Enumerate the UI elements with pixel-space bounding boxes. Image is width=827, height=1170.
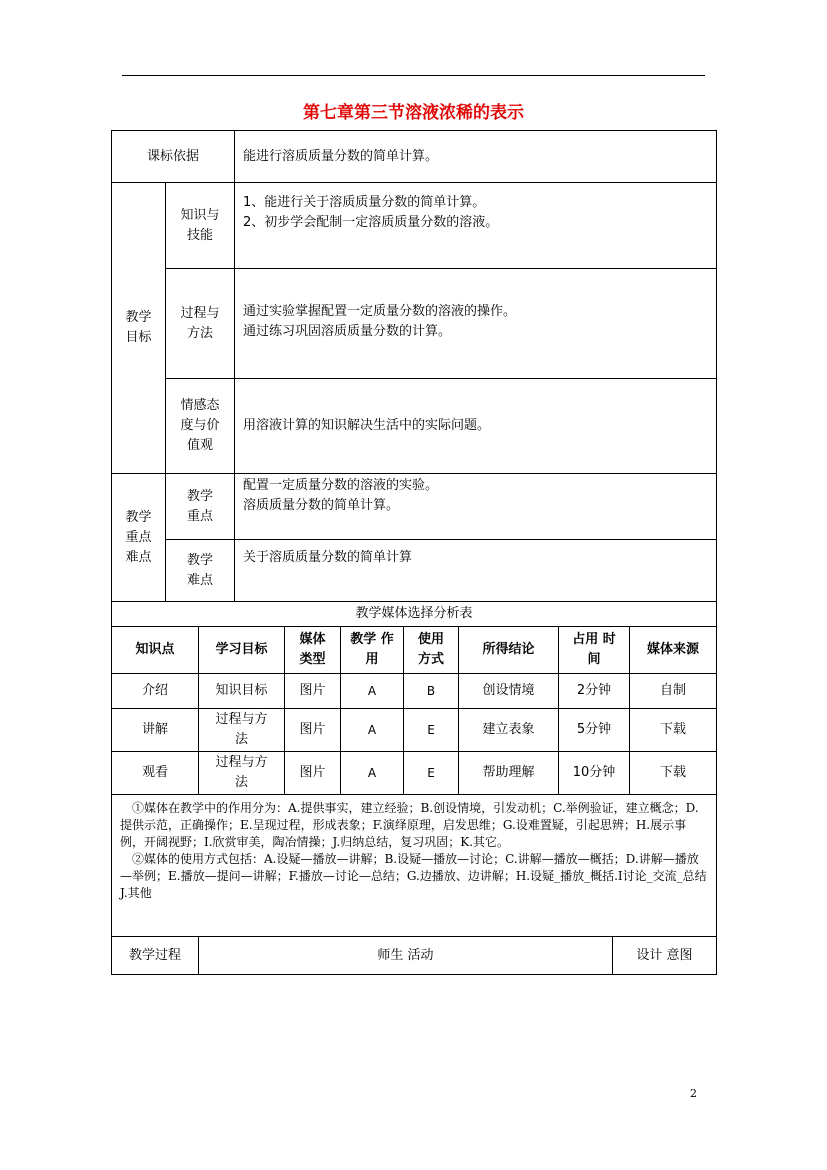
media-cell: 5分钟 <box>558 708 630 752</box>
knowledge-content <box>234 182 717 269</box>
media-cell: 知识目标 <box>198 673 285 709</box>
media-cell: 下载 <box>629 708 717 752</box>
emotion-label: 情感态 度与价 值观 <box>165 378 235 474</box>
process-line: 通过实验掌握配置一定质量分数的溶液的操作。 <box>243 304 517 319</box>
knowledge-line: 2、初步学会配制一定溶质质量分数的溶液。 <box>243 215 499 230</box>
media-cell: 图片 <box>284 708 341 752</box>
process-content <box>234 268 717 379</box>
media-header-cell: 知识点 <box>111 626 199 674</box>
media-cell: 建立表象 <box>458 708 559 752</box>
media-cell: 下载 <box>629 751 717 795</box>
media-cell: 创设情境 <box>458 673 559 709</box>
emotion-content <box>234 378 717 474</box>
media-note-usage: ②媒体的使用方式包括：A.设疑—播放—讲解；B.设疑—播放—讨论；C.讲解—播放—概括；D.讲解—播放—举例；E.播放—提问—讲解；F.播放—讨论—总结；G.边播放、边讲解；H.设疑_播放_概括.I讨论_交流_总结 J.其他 <box>120 852 707 900</box>
focus-line: 溶质质量分数的简单计算。 <box>243 498 400 513</box>
media-cell: 介绍 <box>111 673 199 709</box>
standard-label: 课标依据 <box>111 130 235 183</box>
media-cell: 2分钟 <box>558 673 630 709</box>
knowledge-line: 1、能进行关于溶质质量分数的简单计算。 <box>243 195 486 210</box>
media-cell: 过程与方 法 <box>198 751 285 795</box>
difficulty-content <box>234 539 717 602</box>
media-header-cell: 学习目标 <box>198 626 285 674</box>
media-cell: 图片 <box>284 751 341 795</box>
focus-content <box>234 473 717 540</box>
keypoints-label: 教学 重点 难点 <box>111 473 166 602</box>
media-cell: 过程与方 法 <box>198 708 285 752</box>
media-note-roles: ①媒体在教学中的作用分为：A.提供事实，建立经验；B.创设情境，引发动机；C.举例验证，建立概念；D.提供示范，正确操作；E.呈现过程，形成表象；F.演绎原理，启发思维；G.设难置疑，引起思辨；H.展示事例，开阔视野；I.欣赏审美，陶冶情操；J.归纳总结，复习巩固；K.其它。 <box>120 801 699 849</box>
media-notes <box>111 794 717 937</box>
difficulty-line: 关于溶质质量分数的简单计算 <box>243 550 413 565</box>
media-header-cell: 使用 方式 <box>403 626 459 674</box>
media-cell: 自制 <box>629 673 717 709</box>
media-cell: A <box>340 751 404 795</box>
media-cell: 帮助理解 <box>458 751 559 795</box>
focus-line: 配置一定质量分数的溶液的实验。 <box>243 478 439 493</box>
media-cell: A <box>340 708 404 752</box>
media-cell: 图片 <box>284 673 341 709</box>
process-header-cell: 教学过程 <box>111 936 199 975</box>
media-header-cell: 占用 时 间 <box>558 626 630 674</box>
media-header-cell: 媒体来源 <box>629 626 717 674</box>
media-header-cell: 教学 作 用 <box>340 626 404 674</box>
media-cell: 讲解 <box>111 708 199 752</box>
objectives-label: 教学 目标 <box>111 182 166 474</box>
media-cell: E <box>403 708 459 752</box>
process-header-cell: 师生 活动 <box>198 936 613 975</box>
emotion-line: 用溶液计算的知识解决生活中的实际问题。 <box>243 418 491 433</box>
media-cell: B <box>403 673 459 709</box>
process-label: 过程与 方法 <box>165 268 235 379</box>
media-table-caption: 教学媒体选择分析表 <box>111 601 717 627</box>
media-cell: A <box>340 673 404 709</box>
focus-label: 教学 重点 <box>165 473 235 540</box>
media-cell: 观看 <box>111 751 199 795</box>
process-header-cell: 设计 意图 <box>612 936 717 975</box>
standard-content: 能进行溶质质量分数的简单计算。 <box>234 130 717 183</box>
page-title: 第七章第三节溶液浓稀的表示 <box>303 103 524 123</box>
media-header-cell: 所得结论 <box>458 626 559 674</box>
process-line: 通过练习巩固溶质质量分数的计算。 <box>243 324 452 339</box>
media-cell: 10分钟 <box>558 751 630 795</box>
knowledge-label: 知识与 技能 <box>165 182 235 269</box>
difficulty-label: 教学 难点 <box>165 539 235 602</box>
page-number: 2 <box>690 1087 697 1100</box>
media-cell: E <box>403 751 459 795</box>
header-rule <box>122 75 705 76</box>
media-header-cell: 媒体 类型 <box>284 626 341 674</box>
